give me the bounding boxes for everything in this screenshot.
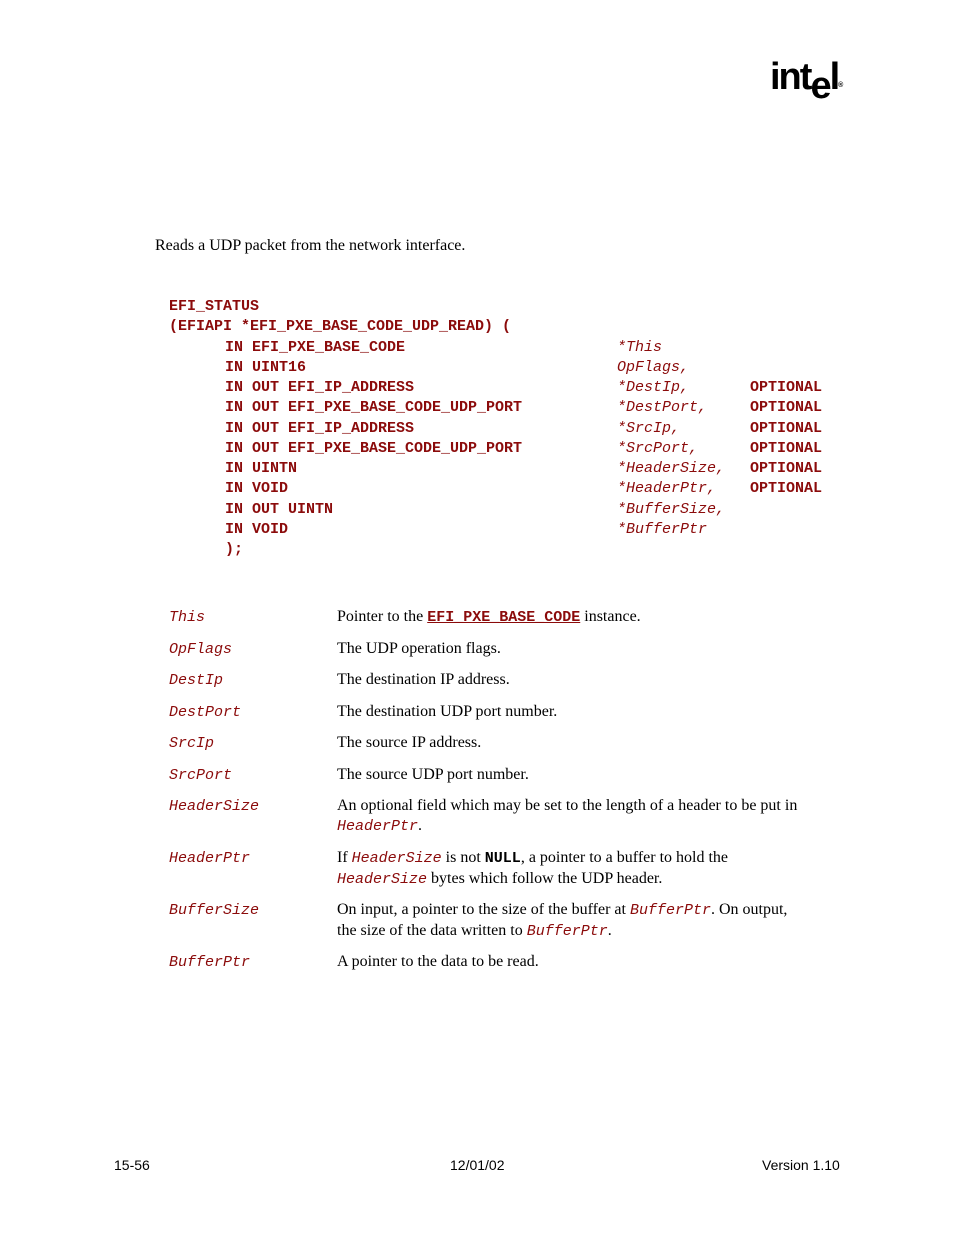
param-optional: OPTIONAL	[750, 460, 823, 477]
param-optional: OPTIONAL	[750, 440, 823, 457]
param-optional: OPTIONAL	[750, 379, 823, 396]
footer-version: Version 1.10	[762, 1157, 840, 1173]
param-name: *SrcIp,	[617, 420, 681, 437]
param-term: HeaderSize	[169, 798, 260, 815]
param-description: On input, a pointer to the size of the buffer at BufferPtr. On output, the size of the data written to BufferPtr.	[337, 901, 788, 940]
param-name: *DestPort,	[617, 399, 708, 416]
prototype-close: );	[225, 541, 244, 558]
param-type: IN OUT UINTN	[225, 501, 334, 518]
param-term: BufferSize	[169, 902, 260, 919]
param-name: *BufferSize,	[617, 501, 726, 518]
param-type: IN OUT EFI_IP_ADDRESS	[225, 379, 415, 396]
param-description: The destination UDP port number.	[337, 703, 558, 720]
param-description: The UDP operation flags.	[337, 640, 501, 657]
param-type: IN OUT EFI_PXE_BASE_CODE_UDP_PORT	[225, 440, 523, 457]
param-description: The source IP address.	[337, 734, 482, 751]
summary-text: Reads a UDP packet from the network interface.	[155, 237, 466, 254]
param-optional: OPTIONAL	[750, 420, 823, 437]
efi-pxe-base-code-link[interactable]: EFI_PXE_BASE_CODE	[427, 609, 581, 626]
param-term: SrcPort	[169, 767, 233, 784]
param-type: IN EFI_PXE_BASE_CODE	[225, 339, 406, 356]
param-description: Pointer to the EFI_PXE_BASE_CODE instance.	[337, 608, 641, 626]
param-name: *HeaderPtr,	[617, 480, 717, 497]
param-name: *SrcPort,	[617, 440, 699, 457]
param-optional: OPTIONAL	[750, 399, 823, 416]
param-name: *HeaderSize,	[617, 460, 726, 477]
footer-date: 12/01/02	[450, 1157, 505, 1173]
param-term: BufferPtr	[169, 954, 251, 971]
param-term: This	[169, 609, 206, 626]
intel-logo: intel®	[770, 56, 844, 107]
param-type: IN OUT EFI_PXE_BASE_CODE_UDP_PORT	[225, 399, 523, 416]
param-optional: OPTIONAL	[750, 480, 823, 497]
param-type: IN UINT16	[225, 359, 307, 376]
param-type: IN OUT EFI_IP_ADDRESS	[225, 420, 415, 437]
param-name: OpFlags,	[617, 359, 690, 376]
footer-page-number: 15-56	[114, 1157, 150, 1173]
param-type: IN VOID	[225, 480, 289, 497]
param-description: If HeaderSize is not NULL, a pointer to a buffer to hold the HeaderSize bytes which follow the UDP header.	[337, 849, 729, 888]
param-name: *BufferPtr	[617, 521, 708, 538]
param-term: HeaderPtr	[169, 850, 251, 867]
param-type: IN UINTN	[225, 460, 298, 477]
param-description: A pointer to the data to be read.	[337, 953, 539, 970]
param-description: An optional field which may be set to the length of a header to be put in HeaderPtr.	[337, 797, 798, 835]
param-term: DestIp	[169, 672, 224, 689]
param-term: SrcIp	[169, 735, 215, 752]
param-name: *DestIp,	[617, 379, 690, 396]
param-term: OpFlags	[169, 641, 233, 658]
prototype-return-type: EFI_STATUS	[169, 298, 260, 315]
param-name: *This	[617, 339, 663, 356]
param-type: IN VOID	[225, 521, 289, 538]
param-term: DestPort	[169, 704, 242, 721]
param-description: The destination IP address.	[337, 671, 510, 688]
param-description: The source UDP port number.	[337, 766, 529, 783]
prototype-function-name: (EFIAPI *EFI_PXE_BASE_CODE_UDP_READ) (	[169, 318, 512, 335]
